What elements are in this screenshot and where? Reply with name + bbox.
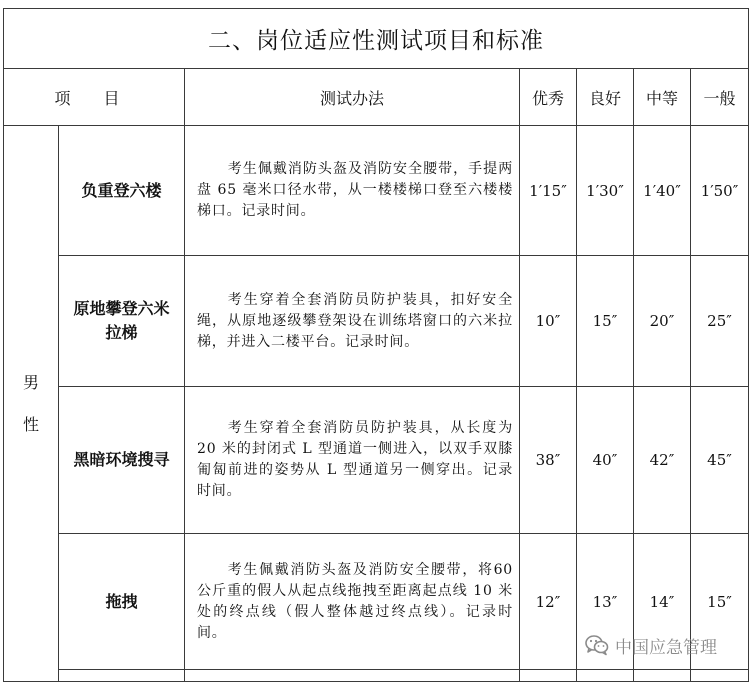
table-row: [4, 256, 749, 387]
header-general: 一般: [691, 69, 749, 126]
watermark-text: 中国应急管理: [615, 637, 717, 658]
header-good: 良好: [577, 69, 634, 126]
table-row: [4, 126, 749, 256]
table-row: [4, 387, 749, 534]
score-medium: 14″: [634, 534, 691, 670]
header-excellent: 优秀: [520, 69, 577, 126]
partial-cell: [185, 670, 520, 682]
item-name: 原地攀登六米拉梯: [59, 256, 185, 387]
partial-cell: [577, 670, 634, 682]
test-method: 考生佩戴消防头盔及消防安全腰带，将60公斤重的假人从起点线拖拽至距离起点线 10 米处的终点线（假人整体越过终点线）。记录时间。: [185, 534, 520, 670]
score-medium: 42″: [634, 387, 691, 534]
watermark: [585, 630, 717, 660]
item-name: 黑暗环境搜寻: [59, 387, 185, 534]
score-excellent: 10″: [520, 256, 577, 387]
score-good: 40″: [577, 387, 634, 534]
item-name: 拖拽: [59, 534, 185, 670]
table-title: 二、岗位适应性测试项目和标准: [4, 9, 749, 69]
test-method: 考生穿着全套消防员防护装具，从长度为 20 米的封闭式 L 型通道一侧进入，以双手双膝匍匐前进的姿势从 L 型通道另一侧穿出。记录时间。: [185, 387, 520, 534]
header-method: 测试办法: [185, 69, 520, 126]
header-project: 项 目: [4, 69, 185, 126]
score-good: 15″: [577, 256, 634, 387]
score-medium: 20″: [634, 256, 691, 387]
score-general: 45″: [691, 387, 749, 534]
score-general: 15″: [691, 534, 749, 670]
partial-cell: [691, 670, 749, 682]
score-good: 13″: [577, 534, 634, 670]
item-name: 负重登六楼: [59, 126, 185, 256]
wechat-icon: [585, 634, 609, 656]
partial-cell: [59, 670, 185, 682]
partial-cell: [520, 670, 577, 682]
gender-label: 男 性: [4, 126, 59, 682]
test-method: 考生佩戴消防头盔及消防安全腰带，手提两盘 65 毫米口径水带，从一楼楼梯口登至六楼楼梯口。记录时间。: [185, 126, 520, 256]
score-medium: 1′40″: [634, 126, 691, 256]
score-excellent: 38″: [520, 387, 577, 534]
header-medium: 中等: [634, 69, 691, 126]
standards-table: [3, 8, 749, 682]
score-general: 25″: [691, 256, 749, 387]
partial-cell: [634, 670, 691, 682]
score-excellent: 12″: [520, 534, 577, 670]
score-general: 1′50″: [691, 126, 749, 256]
test-method: 考生穿着全套消防员防护装具，扣好安全绳，从原地逐级攀登架设在训练塔窗口的六米拉梯，并进入二楼平台。记录时间。: [185, 256, 520, 387]
score-good: 1′30″: [577, 126, 634, 256]
score-excellent: 1′15″: [520, 126, 577, 256]
table-row-partial: [4, 670, 749, 682]
